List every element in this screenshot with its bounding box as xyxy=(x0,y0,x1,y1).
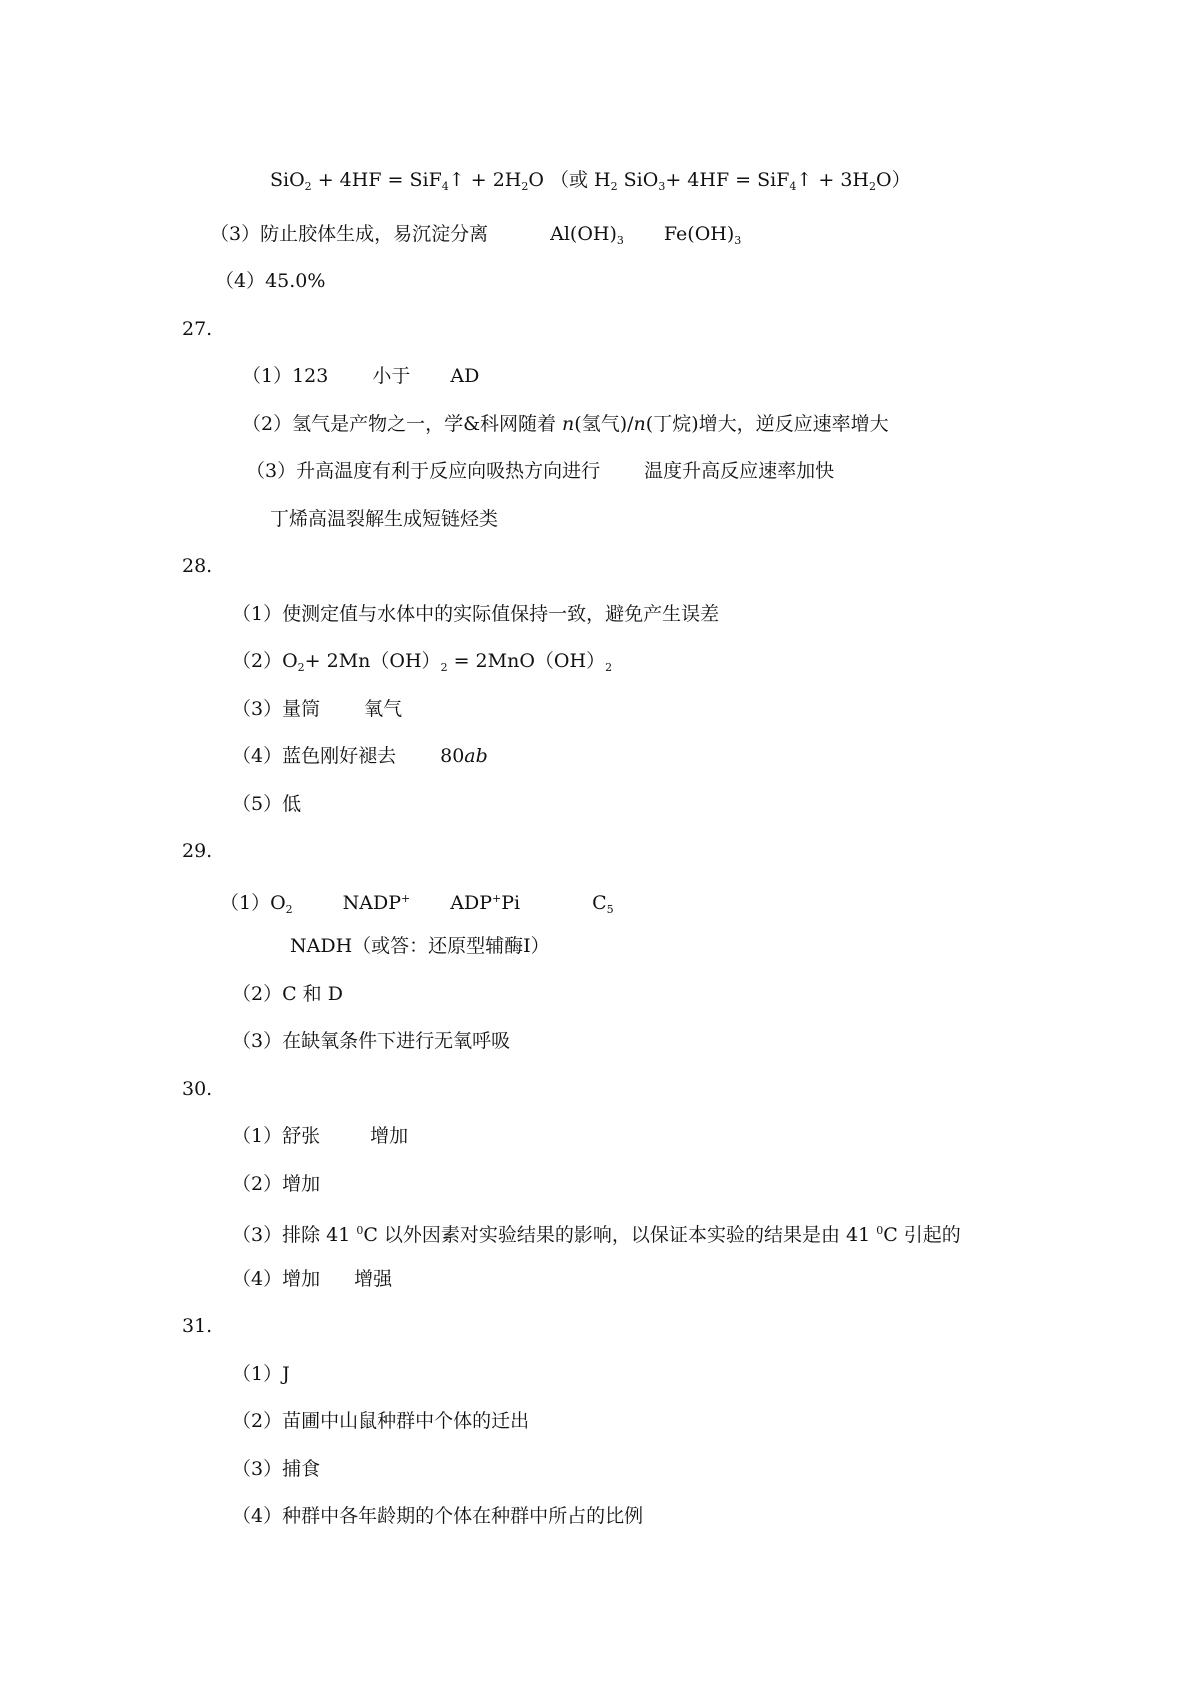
q26-equation: SiO$_2$ + 4HF = SiF$_4$↑ + $2H_2O$ （或 $H_2$ SiO$_3$+ 4HF = SiF$_4$↑ + $3H_2O$） xyxy=(270,169,911,193)
q31-part3: （3）捕食 xyxy=(232,1458,321,1480)
q29-part2: （2）C 和 D xyxy=(232,983,343,1005)
q29-part3: （3）在缺氧条件下进行无氧呼吸 xyxy=(232,1030,511,1052)
q30-part1: （1）舒张 增加 xyxy=(232,1125,409,1147)
q27-part3-continued: 丁烯高温裂解生成短链烃类 xyxy=(270,508,499,530)
q27-part2: （2）氢气是产物之一，学&科网随着 n(氢气)/n(丁烷)增大，逆反应速率增大 xyxy=(242,413,889,435)
q28-part2: $(2)O_2+ 2Mn(OH)_2 = 2MnO(OH)_2$ xyxy=(232,650,613,674)
q27-part1: （1）123 小于 AD xyxy=(242,365,480,387)
q28-part5: （5）低 xyxy=(232,793,302,815)
q28-part3: （3）量筒 氧气 xyxy=(232,698,403,720)
q28-number: 28. xyxy=(182,555,213,577)
q29-number: 29. xyxy=(182,840,213,862)
q31-part4: （4）种群中各年龄期的个体在种群中所占的比例 xyxy=(232,1505,644,1527)
q30-number: 30. xyxy=(182,1078,213,1100)
q31-part1: （1）J xyxy=(232,1363,290,1385)
q28-part1: （1）使测定值与水体中的实际值保持一致，避免产生误差 xyxy=(232,603,720,625)
q27-part3: （3）升高温度有利于反应向吸热方向进行 温度升高反应速率加快 xyxy=(246,460,835,482)
q31-number: 31. xyxy=(182,1315,213,1337)
q30-part4: （4）增加 增强 xyxy=(232,1268,393,1290)
q28-part4: （4）蓝色刚好褪去 80ab xyxy=(232,745,488,767)
q30-part2: （2）增加 xyxy=(232,1173,321,1195)
q29-part1: $(1)O_2$ NADP+ ADP+Pi $C_5$ xyxy=(220,892,614,916)
q26-part3: （3）防止胶体生成，易沉淀分离 $Al(OH)_3$ $Fe(OH)_3$ xyxy=(210,223,742,247)
gas-arrow-icon: ↑ xyxy=(448,169,465,191)
q26-part4: （4）45.0% xyxy=(215,270,326,292)
gas-arrow-icon: ↑ xyxy=(796,169,813,191)
q30-part3: （3）排除 41 $^0$C 以外因素对实验结果的影响，以保证本实验的结果是由 41 $^0$C 引起的 xyxy=(232,1224,961,1246)
q27-number: 27. xyxy=(182,318,213,340)
q31-part2: （2）苗圃中山鼠种群中个体的迁出 xyxy=(232,1410,530,1432)
q29-part1-continued: NADH（或答：还原型辅酶Ⅰ） xyxy=(290,935,550,957)
